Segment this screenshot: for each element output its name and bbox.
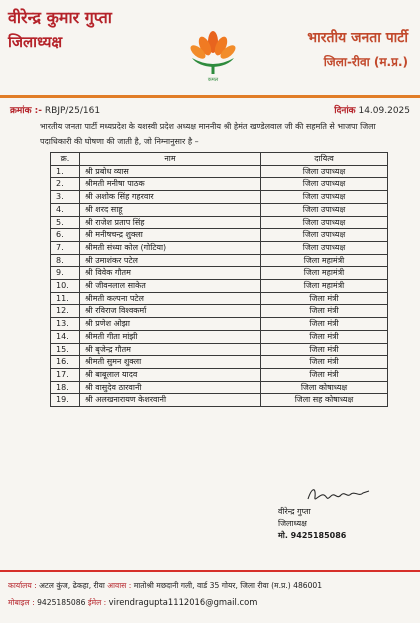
home-label: आवास :: [107, 581, 132, 590]
table-row: [51, 165, 388, 178]
date-label: दिनांक: [334, 106, 356, 116]
table-header-row: [51, 153, 388, 166]
role-cell: जिला उपाध्यक्ष: [261, 165, 388, 178]
name-cell: श्रीमती गीता मांझी: [80, 330, 261, 343]
serial-cell: 18.: [51, 381, 80, 394]
logo-caption: कमल: [207, 77, 219, 83]
email-address: virendragupta1112016@gmail.com: [108, 597, 258, 607]
mobile-label: मोबाइल :: [8, 598, 35, 607]
name-cell: श्री राजेश प्रताप सिंह: [80, 216, 261, 229]
signatory-title: जिलाध्यक्ष: [278, 519, 307, 528]
role-cell: जिला उपाध्यक्ष: [261, 241, 388, 254]
role-cell: जिला मंत्री: [261, 292, 388, 305]
party-block: [258, 28, 408, 70]
role-cell: जिला महामंत्री: [261, 254, 388, 267]
serial-cell: 3.: [51, 191, 80, 204]
office-label: कार्यालय :: [8, 581, 37, 590]
name-cell: श्री अशोक सिंह गहरवार: [80, 191, 261, 204]
role-cell: जिला उपाध्यक्ष: [261, 229, 388, 242]
serial-cell: 11.: [51, 292, 80, 305]
serial-cell: 19.: [51, 394, 80, 407]
footer-contact: [8, 578, 418, 611]
footer-address-line: [8, 578, 418, 594]
serial-cell: 12.: [51, 305, 80, 318]
table-row: [51, 280, 388, 293]
table-row: [51, 318, 388, 331]
name-cell: श्री वासुदेव ठारवानी: [80, 381, 261, 394]
role-cell: जिला मंत्री: [261, 343, 388, 356]
name-cell: श्रीमती संध्या कोल (गोटिया): [80, 241, 261, 254]
party-name: भारतीय जनता पार्टी: [307, 30, 408, 46]
name-cell: श्रीमती कल्पना पटेल: [80, 292, 261, 305]
reference-label: क्रमांक :-: [10, 106, 43, 116]
role-cell: जिला मंत्री: [261, 368, 388, 381]
role-cell: जिला सह कोषाध्यक्ष: [261, 394, 388, 407]
table-row: [51, 368, 388, 381]
role-cell: जिला महामंत्री: [261, 280, 388, 293]
handwritten-signature: [306, 485, 372, 505]
lotus-logo-icon: [186, 28, 240, 84]
name-cell: श्री प्रबोध व्यास: [80, 165, 261, 178]
column-header-name: नाम: [80, 153, 261, 166]
role-cell: जिला मंत्री: [261, 318, 388, 331]
name-cell: श्रीमती मनीषा पाठक: [80, 178, 261, 191]
role-cell: जिला उपाध्यक्ष: [261, 178, 388, 191]
table-body: [51, 165, 388, 406]
serial-cell: 6.: [51, 229, 80, 242]
signatory-name: वीरेन्द्र गुप्ता: [278, 507, 311, 516]
table-row: [51, 292, 388, 305]
office-address: अटल कुंज, ढेकहा, रीवा: [39, 581, 105, 590]
date-value: 14.09.2025: [358, 106, 410, 116]
column-header-role: दायित्व: [261, 153, 388, 166]
email-label: ईमेल :: [87, 598, 107, 607]
party-unit: जिला-रीवा (म.प्र.): [323, 55, 408, 69]
reference-number: [10, 103, 100, 116]
home-address: मातोश्री मछदानी गली, वार्ड 35 गोयर, जिला रीवा (म.प्र.) 486001: [133, 581, 323, 590]
table-row: [51, 203, 388, 216]
name-cell: श्री जीवनलाल साकेत: [80, 280, 261, 293]
reference-value: RBJP/25/161: [44, 106, 101, 116]
role-cell: जिला महामंत्री: [261, 267, 388, 280]
table-row: [51, 241, 388, 254]
table-row: [51, 343, 388, 356]
serial-cell: 17.: [51, 368, 80, 381]
name-cell: श्री बाबूलाल यादव: [80, 368, 261, 381]
role-cell: जिला मंत्री: [261, 330, 388, 343]
footer-divider: [0, 570, 420, 572]
serial-cell: 13.: [51, 318, 80, 331]
table-row: [51, 394, 388, 407]
footer-contact-line: [8, 594, 418, 611]
serial-cell: 8.: [51, 254, 80, 267]
name-cell: श्री रविराज विश्वकर्मा: [80, 305, 261, 318]
office-bearers-table: [50, 152, 388, 407]
name-cell: श्री बृजेन्द्र गौतम: [80, 343, 261, 356]
serial-cell: 1.: [51, 165, 80, 178]
role-cell: जिला मंत्री: [261, 356, 388, 369]
serial-cell: 9.: [51, 267, 80, 280]
table-row: [51, 216, 388, 229]
table-row: [51, 178, 388, 191]
sender-block: [8, 8, 138, 52]
mobile-number: 9425185086: [37, 598, 86, 607]
sender-name: वीरेन्द्र कुमार गुप्ता: [8, 8, 112, 27]
role-cell: जिला मंत्री: [261, 305, 388, 318]
table-row: [51, 356, 388, 369]
table-row: [51, 267, 388, 280]
table-row: [51, 229, 388, 242]
intro-paragraph: भारतीय जनता पार्टी मध्यप्रदेश के यशस्वी प्रदेश अध्यक्ष माननीय श्री हेमंत खण्डेलवाल जी की सहमति से भाजपा जिला पदाधिकारी की घोषणा की जाती है, जो निम्नानुसार है –: [40, 122, 376, 146]
serial-cell: 4.: [51, 203, 80, 216]
name-cell: श्री प्रणेश ओझा: [80, 318, 261, 331]
role-cell: जिला उपाध्यक्ष: [261, 191, 388, 204]
role-cell: जिला कोषाध्यक्ष: [261, 381, 388, 394]
serial-cell: 5.: [51, 216, 80, 229]
name-cell: श्रीमती सुमन शुक्ला: [80, 356, 261, 369]
table-row: [51, 305, 388, 318]
name-cell: श्री मनीषचन्द्र शुक्ला: [80, 229, 261, 242]
serial-cell: 2.: [51, 178, 80, 191]
serial-cell: 7.: [51, 241, 80, 254]
table-row: [51, 254, 388, 267]
column-header-serial: क्र.: [51, 153, 80, 166]
header-divider: [0, 95, 420, 98]
sender-title: जिलाध्यक्ष: [8, 33, 63, 51]
serial-cell: 14.: [51, 330, 80, 343]
name-cell: श्री अलखनारायण केशरवानी: [80, 394, 261, 407]
signatory-block: [278, 506, 346, 542]
serial-cell: 16.: [51, 356, 80, 369]
name-cell: श्री शरद साहू: [80, 203, 261, 216]
role-cell: जिला उपाध्यक्ष: [261, 216, 388, 229]
serial-cell: 10.: [51, 280, 80, 293]
signatory-mobile: मो. 9425185086: [278, 531, 347, 540]
name-cell: श्री उमाशंकर पटेल: [80, 254, 261, 267]
table-row: [51, 330, 388, 343]
table-row: [51, 381, 388, 394]
role-cell: जिला उपाध्यक्ष: [261, 203, 388, 216]
table-row: [51, 191, 388, 204]
serial-cell: 15.: [51, 343, 80, 356]
name-cell: श्री विवेक गौतम: [80, 267, 261, 280]
letter-date: [334, 103, 410, 116]
